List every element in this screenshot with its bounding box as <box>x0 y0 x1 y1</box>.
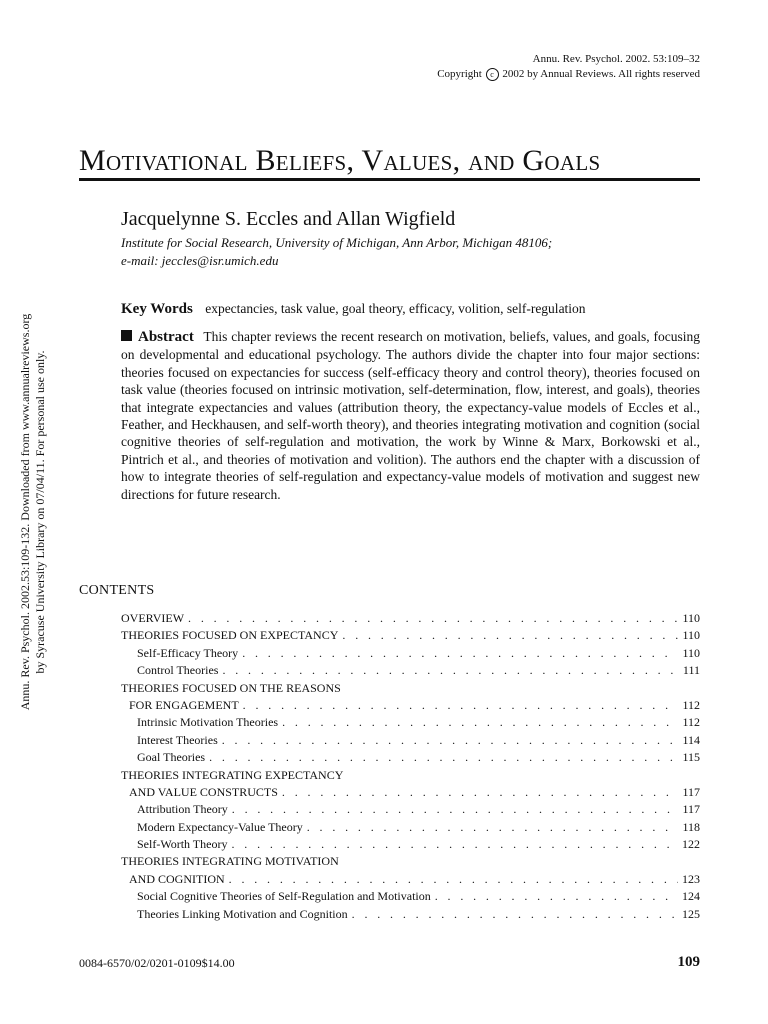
toc-leader-dots <box>307 819 679 836</box>
toc-entry[interactable] <box>121 697 700 714</box>
table-of-contents <box>121 610 700 923</box>
toc-page-number: 114 <box>682 732 700 747</box>
affiliation <box>121 234 552 270</box>
toc-page-number: 118 <box>682 819 700 834</box>
toc-leader-dots <box>352 906 678 923</box>
toc-entry-text: Theories Linking Motivation and Cognition <box>137 906 348 921</box>
toc-page-number: 117 <box>682 802 700 817</box>
title-rule <box>79 178 700 181</box>
toc-leader-dots <box>243 697 679 714</box>
download-notice <box>18 314 48 711</box>
toc-entry[interactable] <box>121 888 700 905</box>
copyright-line <box>437 67 700 82</box>
toc-entry-text: AND COGNITION <box>129 871 225 886</box>
toc-entry-text: Attribution Theory <box>137 802 228 817</box>
toc-entry-text: AND VALUE CONSTRUCTS <box>129 784 278 799</box>
toc-entry[interactable] <box>121 645 700 662</box>
article-title: Motivational Beliefs, Values, and Goals <box>79 144 601 177</box>
toc-entry-text: Self-Worth Theory <box>137 837 228 852</box>
toc-entry-text: Goal Theories <box>137 750 206 765</box>
toc-entry[interactable] <box>121 680 700 697</box>
toc-page-number: 112 <box>682 697 700 712</box>
toc-entry-text: OVERVIEW <box>121 611 185 625</box>
toc-page-number: 122 <box>682 837 700 852</box>
abstract-text: This chapter reviews the recent research on motivation, beliefs, values, and goals, focusing on developmental and educational psychology. The authors divide the chapter into four major sections: theories focused on expectancies for success (self-efficacy theory and control theory), theories focused on task value (theories focused on intrinsic motivation, self-determination, flow, interest, and goals), theories that integrate expectancies and values (attribution theory, the expectancy-value models of Eccles et al., Feather, and Heckhausen, and self-worth theory), and theories integrating motivation and cognition (social cognitive theories of self-regulation and motivation, the work by Winne & Marx, Borkowski et al., Pintrich et al., and theories of motivation and volition). The authors end the chapter with a discussion of how to integrate theories of self-regulation and expectancy-value models of motivation and suggest new directions for future research. <box>121 329 700 502</box>
copyright-prefix: Copyright <box>437 68 482 80</box>
toc-page-number: 124 <box>682 889 700 904</box>
toc-entry-text: THEORIES INTEGRATING MOTIVATION <box>121 854 339 869</box>
toc-entry-text: Interest Theories <box>137 732 218 747</box>
page-number: 109 <box>677 954 700 970</box>
toc-entry[interactable] <box>121 662 700 679</box>
toc-leader-dots <box>242 645 678 662</box>
toc-page-number: 125 <box>682 906 700 921</box>
toc-entry-text: Intrinsic Motivation Theories <box>137 715 279 730</box>
toc-leader-dots <box>222 662 678 679</box>
keywords <box>121 301 586 318</box>
toc-page-number: 117 <box>682 784 700 799</box>
abstract-label: Abstract <box>138 329 194 345</box>
toc-entry-text: Social Cognitive Theories of Self-Regulation and Motivation <box>137 889 431 904</box>
toc-entry-text: FOR ENGAGEMENT <box>129 697 239 712</box>
toc-entry-text: Control Theories <box>137 663 219 678</box>
download-notice-line: by Syracuse University Library on 07/04/11. For personal use only. <box>33 350 47 674</box>
toc-entry-text: Modern Expectancy-Value Theory <box>137 819 303 834</box>
toc-page-number: 112 <box>682 715 700 730</box>
copyright-icon: c <box>486 68 499 81</box>
keywords-label: Key Words <box>121 301 193 317</box>
toc-page-number: 111 <box>682 663 700 678</box>
toc-entry-text: Self-Efficacy Theory <box>137 645 239 660</box>
contents-heading: CONTENTS <box>79 583 155 598</box>
toc-entry[interactable] <box>121 906 700 923</box>
toc-leader-dots <box>282 784 679 801</box>
toc-entry[interactable] <box>121 714 700 731</box>
toc-entry[interactable] <box>121 853 700 870</box>
toc-entry[interactable] <box>121 749 700 766</box>
toc-leader-dots <box>282 714 678 731</box>
toc-page-number: 110 <box>682 611 700 625</box>
footer-code: 0084-6570/02/0201-0109$14.00 <box>79 956 235 970</box>
institution: Institute for Social Research, University of Michigan, Ann Arbor, Michigan 48106; <box>121 235 553 250</box>
toc-entry[interactable] <box>121 784 700 801</box>
authors: Jacquelynne S. Eccles and Allan Wigfield <box>121 208 456 230</box>
toc-entry[interactable] <box>121 610 700 627</box>
toc-page-number: 110 <box>682 645 700 660</box>
toc-leader-dots <box>232 801 679 818</box>
toc-entry[interactable] <box>121 801 700 818</box>
toc-page-number: 110 <box>682 628 700 643</box>
toc-leader-dots <box>188 610 678 627</box>
copyright-suffix: 2002 by Annual Reviews. All rights reserved <box>502 68 700 80</box>
toc-entry-text: THEORIES FOCUSED ON EXPECTANCY <box>121 628 339 643</box>
toc-entry-text: THEORIES FOCUSED ON THE REASONS <box>121 680 341 695</box>
author-email: e-mail: jeccles@isr.umich.edu <box>121 253 279 268</box>
toc-leader-dots <box>435 888 678 905</box>
toc-leader-dots <box>229 871 678 888</box>
toc-entry[interactable] <box>121 627 700 644</box>
toc-entry[interactable] <box>121 819 700 836</box>
toc-page-number: 115 <box>682 750 700 765</box>
abstract <box>121 328 700 503</box>
toc-leader-dots <box>231 836 678 853</box>
toc-entry[interactable] <box>121 871 700 888</box>
keywords-text: expectancies, task value, goal theory, efficacy, volition, self-regulation <box>205 301 586 316</box>
citation: Annu. Rev. Psychol. 2002. 53:109–32 <box>532 53 700 65</box>
toc-page-number: 123 <box>682 871 700 886</box>
toc-leader-dots <box>222 732 679 749</box>
toc-entry[interactable] <box>121 836 700 853</box>
toc-entry[interactable] <box>121 732 700 749</box>
toc-leader-dots <box>209 749 678 766</box>
toc-entry[interactable] <box>121 767 700 784</box>
download-notice-line: Annu. Rev. Psychol. 2002.53:109-132. Downloaded from www.annualreviews.org <box>18 313 32 711</box>
toc-leader-dots <box>342 627 678 644</box>
square-bullet-icon <box>121 330 132 341</box>
journal-info <box>437 52 700 82</box>
toc-entry-text: THEORIES INTEGRATING EXPECTANCY <box>121 767 344 782</box>
